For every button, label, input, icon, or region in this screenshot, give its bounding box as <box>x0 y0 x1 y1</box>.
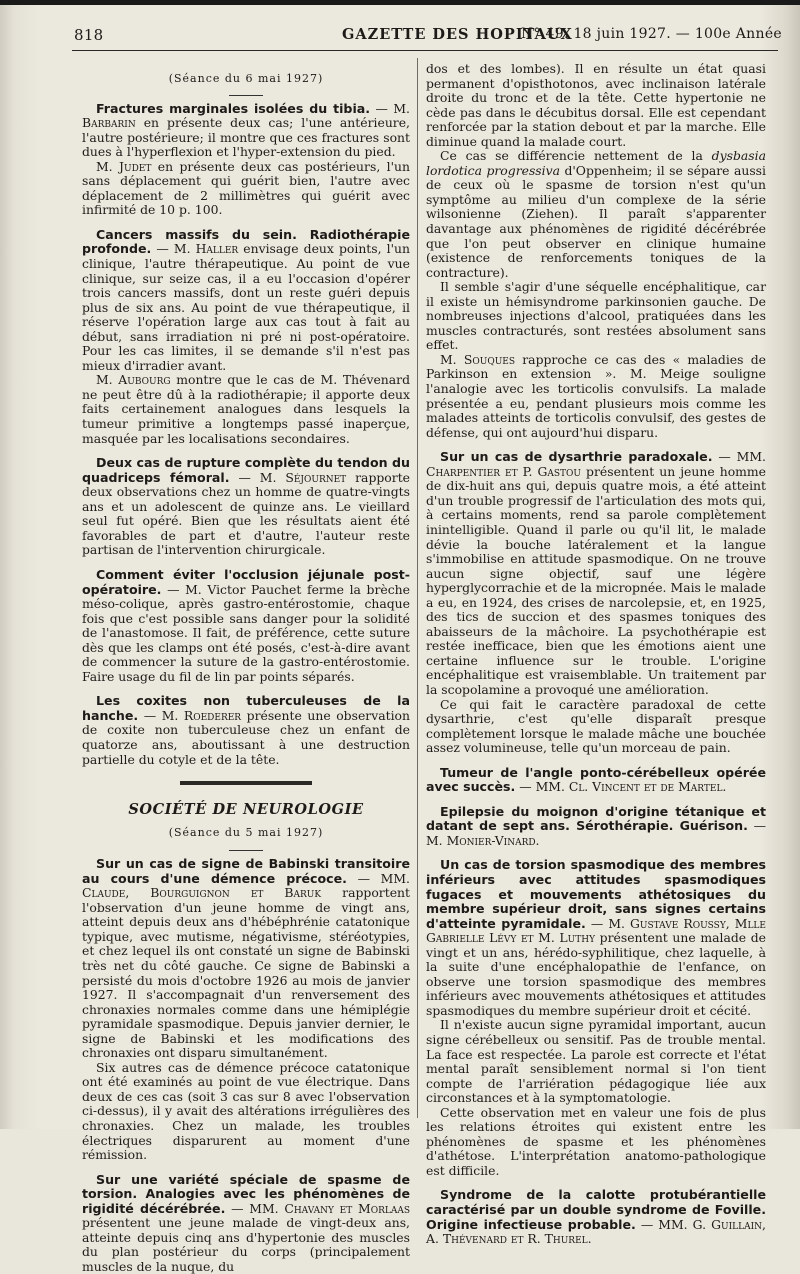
article-author: — M. Monier-Vinard. <box>426 818 766 848</box>
short-rule <box>229 95 263 96</box>
article-author: MM. Claude, Bourguignon et Baruk <box>82 870 410 901</box>
article-title: Cancers massifs du sein. Radiothérapie profonde. <box>82 226 410 257</box>
article-title: Tumeur de l'angle ponto-cérébelleux opérée avec succès. <box>426 764 766 795</box>
article-quadriceps: Deux cas de rupture complète du tendon du quadriceps fémoral. — M. Séjournet rapporte deux observations chez un homme de quatre-vingts ans et un adolescent de quinze ans. Le vieillard seul fut opéré. Bien que les résultats aient été favorables de part et d'autre, l'auteur reste partisan de l'intervention chirurgicale. <box>82 455 411 558</box>
article-text: rapporte deux observations chez un homme de quatre-vingts ans et un adolescent de quinze ans. Le vieillard seul fut opéré. Bien que les résultats aient été favorables de part et d'autre, l'auteur reste partisan de l'intervention chirurgicale. <box>82 469 411 558</box>
article-text: montre que le cas de M. Thévenard ne peut être dû à la radiothérapie; il apporte deux faits certainement analogues dans lesquels la tumeur primitive a longtemps passé inaperçue, masquée par les localisations secondaires. <box>82 372 411 446</box>
article-continuation: dos et des lombes). Il en résulte un état quasi permanent d'opisthotonos, avec inclinaison latérale droite du tronc et de la tête. Cette hypertonie ne cède pas dans le décubitus dorsal. Elle est cependant renforcée par la station debout et par la marche. Elle diminue quand la malade court. <box>426 61 766 149</box>
article-author: M. Aubourg <box>96 372 171 388</box>
article-torsion-spasmodique <box>426 858 766 1018</box>
article-text: présente une observation de coxite non tuberculeuse chez un enfant de quatorze ans, aboutissant à une destruction partielle du cotyle et de la tête. <box>82 707 410 767</box>
article-paragraph <box>426 353 766 440</box>
article-author: M. Roederer <box>161 707 242 723</box>
article-text: d'Oppenheim; il se sépare aussi de ceux où le spasme de torsion n'est qu'un symptôme au milieu d'un complexe de la série wilsonienne (Ziehen). Il paraît s'apparenter davantage aux phénomènes de rigidité décérébrée que l'on peut observer en clinique humaine (existence de renforcements toniques de la contracture). <box>426 162 766 280</box>
article-text: M. Victor Pauchet ferme la brèche méso-colique, après gastro-entérostomie, chaque fois que c'est possible sans danger pour la solidité de l'anastomose. Il fait, de préférence, cette suture dès que les clamps ont été posés, c'est-à-dire avant de commencer la suture de la gastro-entérostomie. Faire usage du fil de lin par points séparés. <box>82 581 410 684</box>
page-number: 818 <box>74 26 104 44</box>
article-paragraph: Ce qui fait le caractère paradoxal de cette dysarthrie, c'est qu'elle disparaît presque complètement lorsque le malade mâche une bouchée assez volumineuse, telle qu'un morceau de pain. <box>426 696 766 756</box>
short-rule <box>229 850 263 851</box>
issue-date: N° 49. 18 juin 1927. — 100e Année <box>520 26 782 42</box>
article-author: M. Judet <box>96 158 152 174</box>
article-author: M. Haller <box>173 241 239 257</box>
article-paragraph: Il n'existe aucun signe pyramidal important, aucun signe cérébelleux ou sensitif. Pas de trouble mental. La face est respectée. La parole est correcte et l'état mental paraît sensiblement normal si l'on tient compte de l'arriération pédagogique liée aux circonstances et à la symptomatologie. <box>426 1017 766 1106</box>
article-coxites: Les coxites non tuberculeuses de la hanche. — M. Roederer présente une observation de coxite non tuberculeuse chez un enfant de quatorze ans, aboutissant à une destruction partielle du cotyle et de la tête. <box>82 693 410 767</box>
article-paragraph <box>82 373 410 446</box>
article-title: Fractures marginales isolées du tibia. <box>96 100 371 116</box>
column-separator <box>417 58 418 1118</box>
left-column <box>82 62 410 1274</box>
page-header <box>60 22 782 52</box>
article-foville <box>426 1188 766 1246</box>
article-text: Ce cas se différencie nettement de la <box>440 148 712 164</box>
article-author: MM. Charpentier et P. Gastou <box>426 449 766 479</box>
article-title: Deux cas de rupture complète du tendon du quadriceps fémoral. <box>82 455 410 485</box>
article-author: MM. Chavany et Morlaas <box>249 1200 410 1216</box>
article-title: Sur une variété spéciale de spasme de torsion. Analogies avec les phénomènes de rigidité décérébrée. <box>82 1171 410 1216</box>
header-rule <box>72 50 778 51</box>
section-divider <box>180 781 312 785</box>
article-text: rapportent l'observation d'un jeune homme de vingt ans, atteint depuis deux ans d'hébéphrénie catatonique typique, avec mutisme, négativisme, stéréotypies, et chez lequel ils ont constaté un signe de Babinski très net du côté gauche. Ce signe de Babinski a persisté du mois d'octobre 1926 au mois de janvier 1927. Il s'accompagnait d'un renversement des chronaxies normales comme dans une hémiplégie pyramidale spasmodique. Depuis janvier dernier, le signe de Babinski et les modifications des chronaxies ont disparu simultanément. <box>82 885 410 1061</box>
article-paragraph <box>82 160 410 218</box>
article-title: Epilepsie du moignon d'origine tétanique et datant de sept ans. Sérothérapie. Guérison. <box>426 803 766 834</box>
article-author: M. Souques <box>440 351 516 367</box>
article-text: présentent une malade de vingt et un ans, hérédo-syphilitique, chez laquelle, à la suite d'une encéphalopathie de l'enfance, on observe une torsion spasmodique des membres inférieurs avec mouvements athétosiques et attitudes spasmodiques du membre supérieur droit et cécité. <box>426 930 766 1018</box>
article-text: présentent un jeune homme de dix-huit ans qui, depuis quatre mois, a été atteint d'un trouble progressif de l'articulation des mots qui, à certains moments, rend sa parole complètement inintelligible. Quand il parle ou qu'il lit, le malade dévie la bouche latéralement et la langue s'immobilise en attitude spasmodique. On ne trouve aucun signe objectif, sauf une légère hyperglycorrachie et de la micropnée. Mais le malade a eu, en 1924, des crises de narcolepsie, et, en 1925, des tics de succion et des spasmes toniques des abaisseurs de la mâchoire. La psychothérapie est restée inefficace, bien que les émotions aient une certaine influence sur le trouble. L'origine encéphalitique est vraisemblable. Un traitement par la scopolamine a provoqué une amélioration. <box>426 463 766 697</box>
article-paragraph: Il semble s'agir d'une séquelle encéphalitique, car il existe un hémisyndrome parkinsonien gauche. De nombreuses injections d'alcool, pratiquées dans les muscles contracturés, sont restées absolument sans effet. <box>426 279 766 353</box>
journal-title: GAZETTE DES HOPITAUX <box>342 26 573 43</box>
article-dysarthrie: Sur un cas de dysarthrie paradoxale. — MM. Charpentier et P. Gastou présentent un jeune homme de dix-huit ans qui, depuis quatre mois, a été atteint d'un trouble progressif de l'articulation des mots qui, à certains moments, rend sa parole complètement inintelligible. Quand il parle ou qu'il lit, le malade dévie la bouche latéralement et la langue s'immobilise en attitude spasmodique. On ne trouve aucun signe objectif, sauf une légère hyperglycorrachie et de la micropnée. Mais le malade a eu, en 1924, des crises de narcolepsie, et, en 1925, des tics de succion et des spasmes toniques des abaisseurs de la mâchoire. La psychothérapie est restée inefficace, bien que les émotions aient une certaine influence sur le trouble. L'origine encéphalitique est vraisemblable. Un traitement par la scopolamine a provoqué une amélioration. <box>426 449 766 697</box>
article-title: Comment éviter l'occlusion jéjunale post-opératoire. <box>82 566 410 597</box>
article-title: Sur un cas de signe de Babinski transitoire au cours d'une démence précoce. <box>82 856 410 886</box>
article-fractures: Fractures marginales isolées du tibia. — M. Barbarin en présente deux cas; l'une antérieure, l'autre postérieure; il montre que ces fractures sont dues à l'hyperflexion et l'hyper-extension du pied. <box>82 100 410 160</box>
right-column <box>426 62 766 1247</box>
article-babinski: Sur un cas de signe de Babinski transitoire au cours d'une démence précoce. — MM. Claude, Bourguignon et Baruk rapportent l'observation d'un jeune homme de vingt ans, atteint depuis deux ans d'hébéphrénie catatonique typique, avec mutisme, négativisme, stéréotypies, et chez lequel ils ont constaté un signe de Babinski très net du côté gauche. Ce signe de Babinski a persisté du mois d'octobre 1926 au mois de janvier 1927. Il s'accompagnait d'un renversement des chronaxies normales comme dans une hémiplégie pyramidale spasmodique. Depuis janvier dernier, le signe de Babinski et les modifications des chronaxies ont disparu simultanément. <box>82 856 410 1061</box>
article-tumeur <box>426 766 766 795</box>
article-title: Les coxites non tuberculeuses de la hanche. <box>82 693 410 723</box>
article-paragraph: Six autres cas de démence précoce catatonique ont été examinés au point de vue électrique. Dans deux de ces cas (soit 3 cas sur 8 avec l'observation ci-dessus), il y avait des altérations irrégulières des chronaxies. Chez un malade, les troubles électriques disparurent au moment d'une rémission. <box>82 1059 410 1163</box>
article-occlusion-title: Comment éviter l'occlusion jéjunale post-opératoire. — M. Victor Pauchet ferme la brèche méso-colique, après gastro-entérostomie, chaque fois que c'est possible sans danger pour la solidité de l'anastomose. Il fait, de préférence, cette suture dès que les clamps ont été posés, c'est-à-dire avant de commencer la suture de la gastro-entérostomie. Faire usage du fil de lin par points séparés. <box>82 566 410 684</box>
article-paragraph <box>426 149 766 280</box>
article-text: présentent une jeune malade de vingt-deux ans, atteinte depuis cinq ans d'hypertonie des muscles du plan postérieur du corps (principalement muscles de la nuque, du <box>82 1215 410 1274</box>
seance-heading: (Séance du 5 mai 1927) <box>168 825 324 839</box>
article-title: Syndrome de la calotte protubérantielle caractérisé par un double syndrome de Foville. Origine infectieuse probable. <box>426 1187 766 1232</box>
article-title: Sur un cas de dysarthrie paradoxale. <box>440 449 713 465</box>
article-torsion: Sur une variété spéciale de spasme de torsion. Analogies avec les phénomènes de rigidité décérébrée. — MM. Chavany et Morlaas présentent une jeune malade de vingt-deux ans, atteinte depuis cinq ans d'hypertonie des muscles du plan postérieur du corps (principalement muscles de la nuque, du <box>82 1171 410 1274</box>
top-border <box>0 0 800 5</box>
society-heading: SOCIÉTÉ DE NEUROLOGIE <box>128 801 364 819</box>
article-author: M. Barbarin <box>82 100 410 131</box>
article-epilepsie <box>426 805 766 849</box>
article-paragraph: Cette observation met en valeur une fois de plus les relations étroites qui existent entre les phénomènes de spasme et les phénomènes d'athétose. L'interprétation anatomo-pathologique est difficile. <box>426 1104 766 1178</box>
article-italic: dysbasia lordotica progressiva <box>426 148 766 178</box>
article-title: Un cas de torsion spasmodique des membres inférieurs avec attitudes spasmodiques fugaces et mouvements athétosiques du membre supérieur droit, sans signes certains d'atteinte pyramidale. <box>426 857 766 931</box>
article-text: envisage deux points, l'un clinique, l'autre thérapeutique. Au point de vue clinique, sur seize cas, il a eu l'occasion d'opérer trois cancers massifs, dont un reste guéri depuis plus de six ans. Au point de vue thérapeutique, il réserve l'opération large aux cas tout à fait au début, sans irradiation ni pré ni post-opératoire. Pour les cas limites, il se demande s'il n'est pas mieux d'irradier avant. <box>82 241 410 373</box>
article-cancers: Cancers massifs du sein. Radiothérapie profonde. — M. Haller envisage deux points, l'un clinique, l'autre thérapeutique. Au point de vue clinique, sur seize cas, il a eu l'occasion d'opérer trois cancers massifs, dont un reste guéri depuis plus de six ans. Au point de vue thérapeutique, il réserve l'opération large aux cas tout à fait au début, sans irradiation ni pré ni post-opératoire. Pour les cas limites, il se demande s'il n'est pas mieux d'irradier avant. <box>82 226 410 373</box>
article-author: — MM. G. Guillain, A. Thévenard et R. Thurel. <box>426 1216 766 1247</box>
article-text: en présente deux cas; l'une antérieure, l'autre postérieure; il montre que ces fractures sont dues à l'hyperflexion et l'hyper-extension du pied. <box>82 115 410 160</box>
article-author: M. Séjournet <box>259 469 347 485</box>
article-author: — M. Gustave Roussy, Mlle Gabrielle Lévy et M. Luthy <box>426 915 766 946</box>
article-text: rapproche ce cas des « maladies de Parkinson en extension ». M. Meige souligne l'analogie avec les torticolis convulsifs. La malade présentée a eu, pendant plusieurs mois comme les malades atteints de torticolis convulsif, des gestes de défense, qui ont aujourd'hui disparu. <box>426 351 766 440</box>
article-text: en présente deux cas postérieurs, l'un sans déplacement qui guérit bien, l'autre avec déplacement de 2 millimètres qui guérit avec infirmité de 10 p. 100. <box>82 158 410 218</box>
seance-heading: (Séance du 6 mai 1927) <box>168 72 324 85</box>
article-author: — MM. Cl. Vincent et de Martel. <box>519 779 727 795</box>
